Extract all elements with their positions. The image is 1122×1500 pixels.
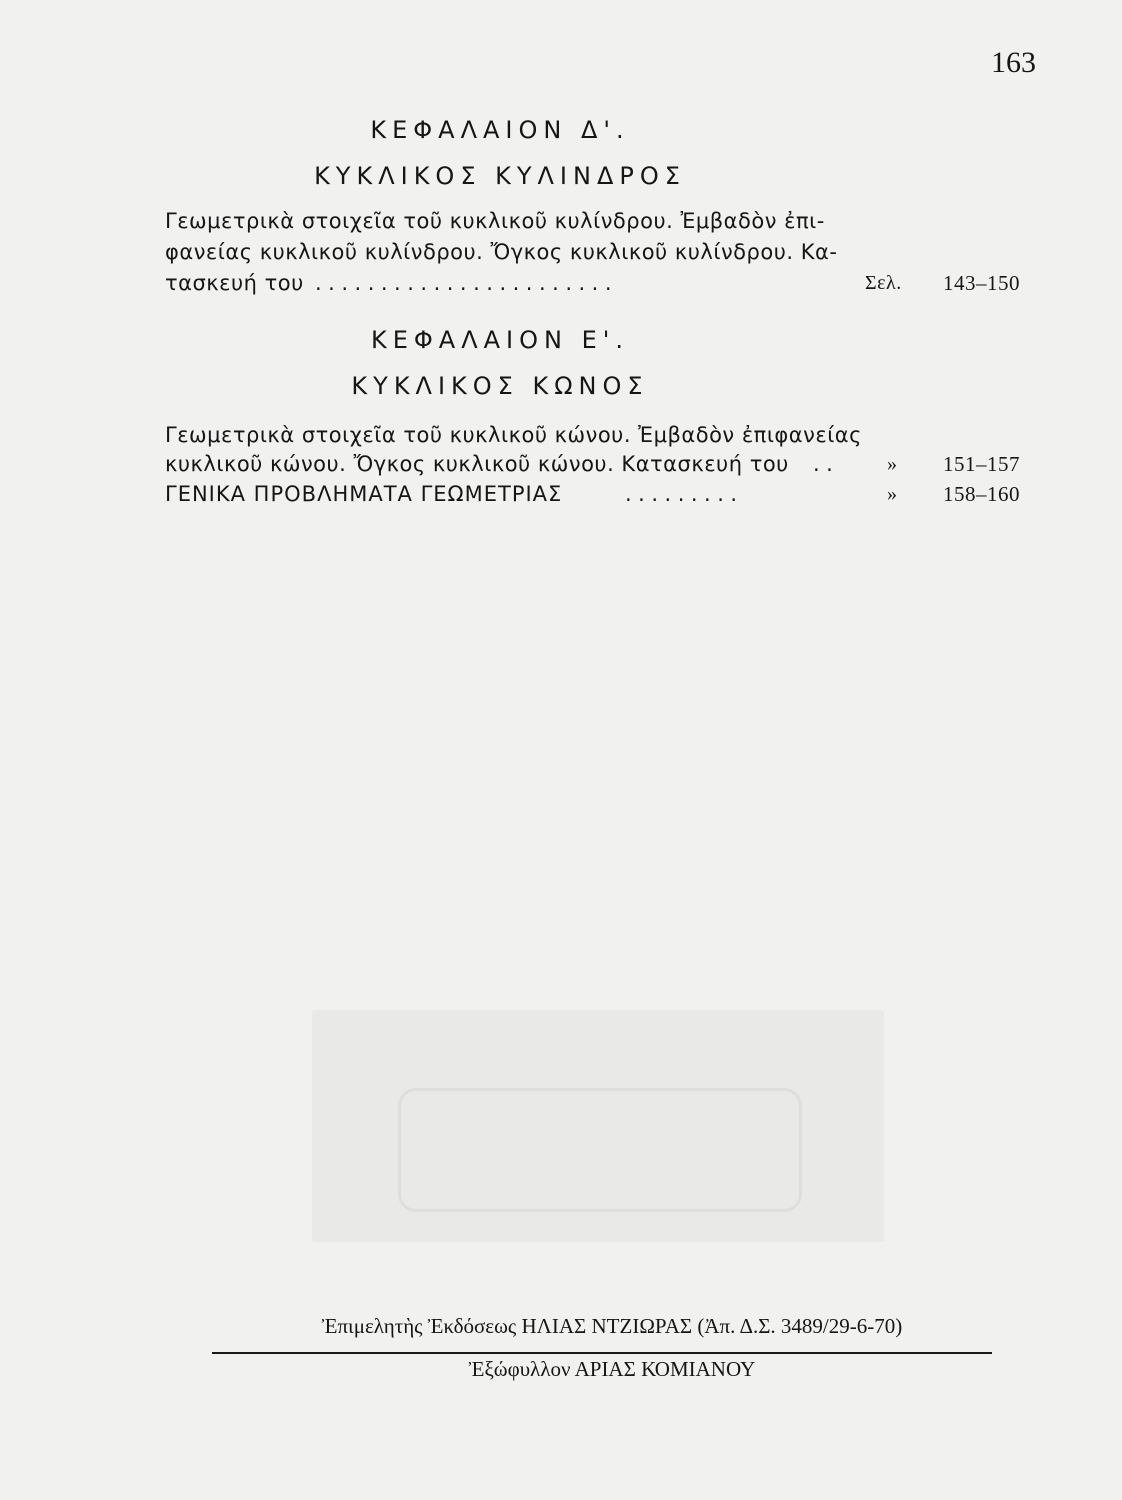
chapter-heading: ΚΕΦΑΛΑΙΟΝ Ε'.	[371, 326, 629, 354]
chapter-heading: ΚΕΦΑΛΑΙΟΝ Δ'.	[370, 116, 630, 144]
dot-leader: ..	[813, 452, 840, 476]
faded-stamp	[312, 1010, 884, 1242]
dot-leader: .........	[625, 482, 744, 506]
chapter-title: ΚΥΚΛΙΚΟΣ ΚΩΝΟΣ	[351, 372, 649, 400]
toc-line-text: τασκευή του	[165, 271, 304, 295]
toc-line-text: φανείας κυκλικοῦ κυλίνδρου. Ὄγκος κυκλικοῦ κυλίνδρου. Κα-	[165, 240, 838, 264]
toc-line-text: κυκλικοῦ κώνου. Ὄγκος κυκλικοῦ κώνου. Κατασκευή του	[165, 452, 789, 476]
dot-leader: .......................	[315, 271, 619, 295]
credit-rule	[212, 1352, 992, 1354]
toc-line-text: Γεωμετρικὰ στοιχεῖα τοῦ κυκλικοῦ κυλίνδρου. Ἐμβαδὸν ἐπι-	[165, 209, 825, 233]
chapter-title: ΚΥΚΛΙΚΟΣ ΚΥΛΙΝΔΡΟΣ	[314, 162, 686, 190]
page-range: 151–157	[943, 452, 1020, 476]
page-label: »	[887, 453, 898, 475]
toc-line-text: Γεωμετρικὰ στοιχεῖα τοῦ κυκλικοῦ κώνου. Ἐμβαδὸν ἐπιφανείας	[165, 423, 862, 447]
toc-line-text: ΓΕΝΙΚΑ ΠΡΟΒΛΗΜΑΤΑ ΓΕΩΜΕΤΡΙΑΣ	[165, 482, 563, 506]
page-label: Σελ.	[865, 272, 902, 294]
page-range: 158–160	[943, 482, 1020, 506]
editor-credit: Ἐπιμελητὴς Ἐκδόσεως ΗΛΙΑΣ ΝΤΖΙΩΡΑΣ (Ἀπ. Δ.Σ. 3489/29-6-70)	[321, 1314, 903, 1338]
page-label: »	[887, 483, 898, 505]
page-range: 143–150	[943, 271, 1020, 295]
cover-credit: Ἐξώφυλλον ΑΡΙΑΣ ΚΟΜΙΑΝΟΥ	[468, 1357, 756, 1381]
page-number: 163	[991, 46, 1036, 79]
stamp-frame	[398, 1088, 802, 1212]
